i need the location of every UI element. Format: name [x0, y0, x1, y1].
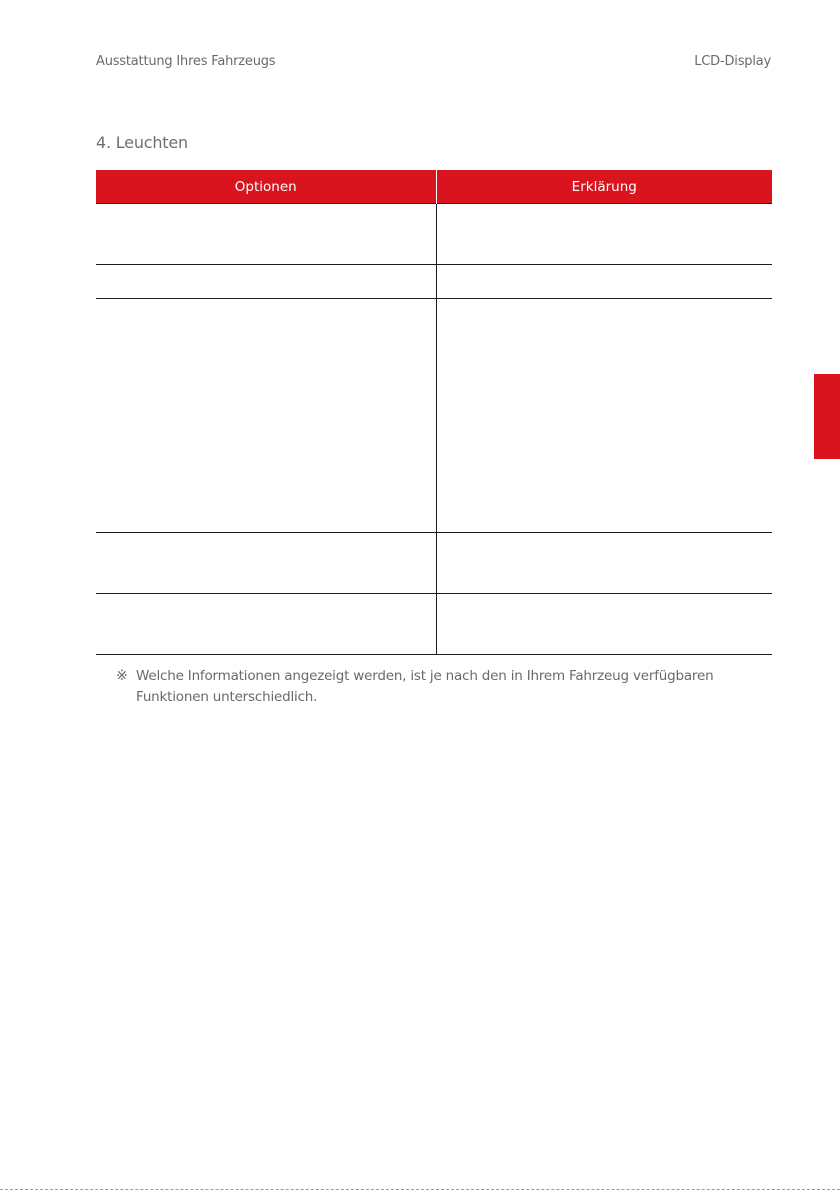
section-title: 4. Leuchten: [96, 133, 188, 152]
table-cell-explanation: [436, 299, 772, 533]
reference-mark-icon: ※: [116, 668, 128, 684]
running-header-right: LCD-Display: [694, 54, 771, 69]
table-cell-option: [96, 533, 436, 594]
chapter-number: 4: [822, 441, 832, 459]
column-header-explanation: Erklärung: [436, 170, 772, 204]
table-row: [96, 533, 772, 594]
table-cell-explanation: [436, 533, 772, 594]
bottom-divider: [0, 1189, 840, 1190]
table-cell-explanation: [436, 594, 772, 655]
table-cell-explanation: [436, 265, 772, 299]
table-cell-option: [96, 299, 436, 533]
footnote: [116, 666, 766, 708]
table-row: [96, 299, 772, 533]
table-row: [96, 594, 772, 655]
table-row: [96, 265, 772, 299]
table-cell-option: [96, 594, 436, 655]
table-cell-explanation: [436, 204, 772, 265]
table-row: [96, 204, 772, 265]
footnote-text: Welche Informationen angezeigt werden, ist je nach den in Ihrem Fahrzeug verfügbaren Funktionen unterschiedlich.: [136, 668, 714, 705]
table-header-row: [96, 170, 772, 204]
column-header-options: Optionen: [96, 170, 436, 204]
running-header-left: Ausstattung Ihres Fahrzeugs: [96, 54, 276, 69]
table-cell-option: [96, 204, 436, 265]
options-table: [96, 170, 772, 655]
table-cell-option: [96, 265, 436, 299]
